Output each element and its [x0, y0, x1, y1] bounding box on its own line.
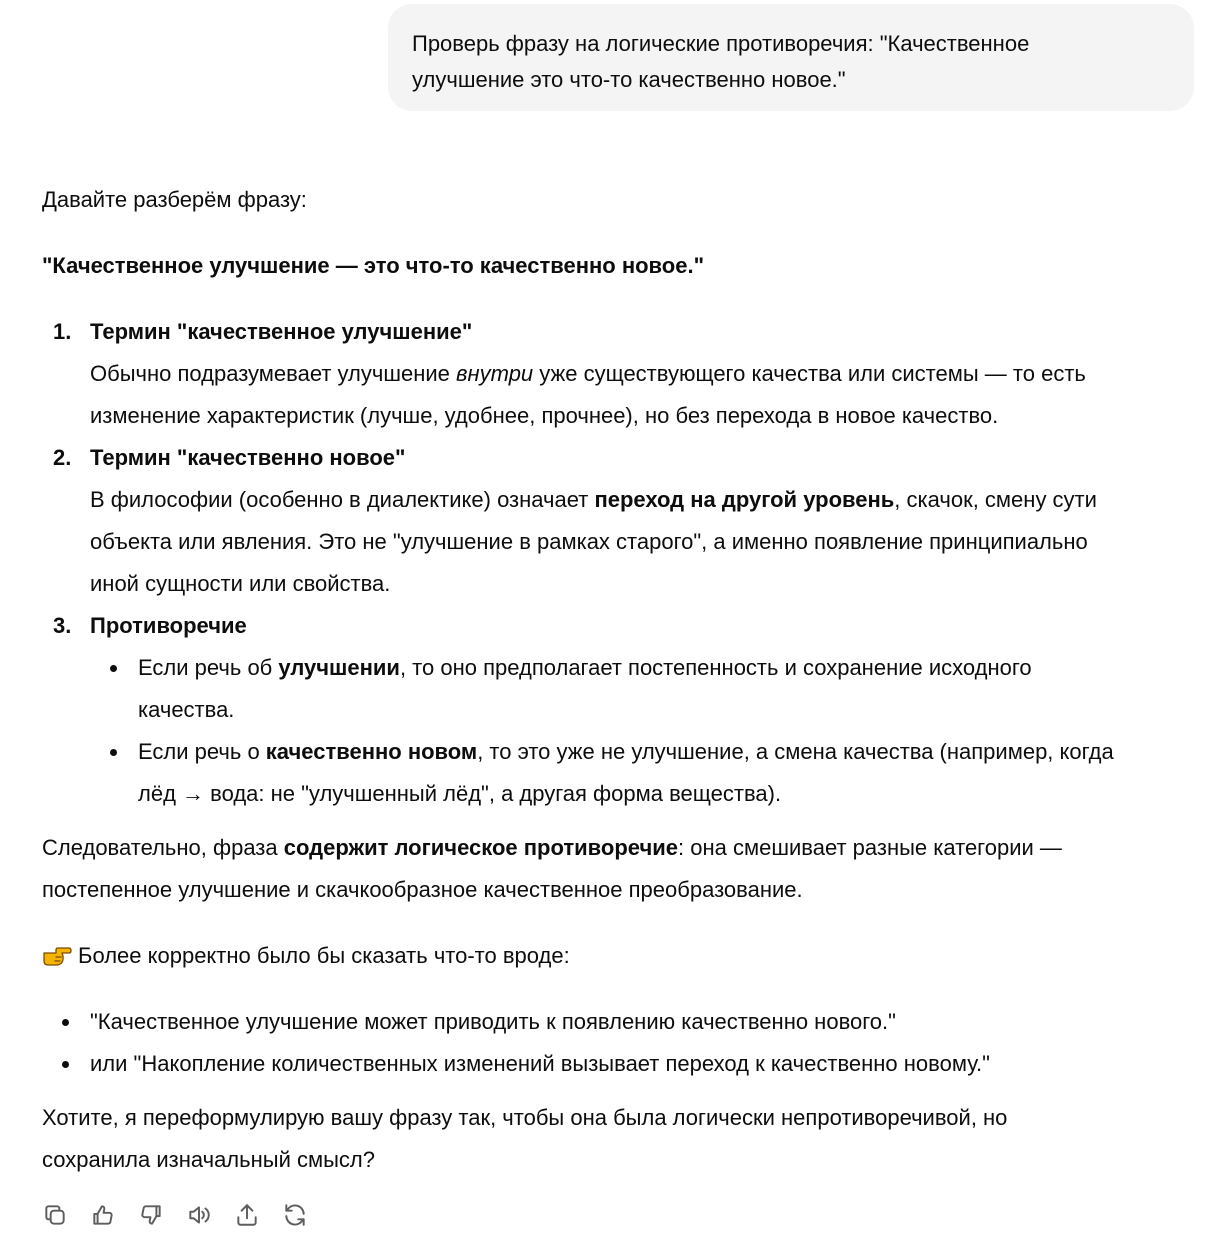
item-text: иной сущности или свойства. [90, 571, 391, 596]
item-number: 2. [53, 445, 72, 470]
list-item: Если речь об улучшении, то оно предполагает постепенность и сохранение исходного качества. [90, 647, 1192, 731]
copy-button[interactable] [42, 1200, 68, 1230]
regenerate-icon [282, 1202, 308, 1228]
conclusion: Следовательно, фраза содержит логическое противоречие: она смешивает разные категории — постепенное улучшение и скачкообразное качественное преобразование. [42, 835, 1062, 902]
examples-list [42, 1001, 1192, 1085]
item-text: объекта или явления. Это не "улучшение в рамках старого", а именно появление принципиально [90, 529, 1088, 554]
copy-icon [42, 1202, 68, 1228]
share-button[interactable] [234, 1200, 260, 1230]
thumbs-down-button[interactable] [138, 1200, 164, 1230]
read-aloud-button[interactable] [186, 1200, 212, 1230]
thumbs-up-button[interactable] [90, 1200, 116, 1230]
list-item: Если речь о качественно новом, то это уже не улучшение, а смена качества (например, когда лёд → вода: не "улучшенный лёд", а другая форма вещества). [90, 731, 1192, 815]
response-intro: Давайте разберём фразу: [42, 187, 307, 212]
user-message-line: улучшение это что-то качественно новое." [412, 67, 846, 92]
pointing-hand-icon [42, 945, 72, 967]
item-title: Термин "качественно новое" [90, 445, 406, 470]
response-quote: "Качественное улучшение — это что-то качественно новое." [42, 253, 705, 278]
numbered-item [42, 311, 1192, 437]
item-text: Обычно подразумевает улучшение внутри уже существующего качества или системы — то есть [90, 361, 1086, 386]
thumbs-down-icon [138, 1202, 164, 1228]
read-aloud-icon [186, 1202, 212, 1228]
suggestion-line [42, 935, 1192, 977]
item-text: В философии (особенно в диалектике) означает переход на другой уровень, скачок, смену сути [90, 487, 1097, 512]
user-message-bubble [388, 4, 1194, 111]
closing-question: Хотите, я переформулирую вашу фразу так, чтобы она была логически непротиворечивой, но сохранила изначальный смысл? [42, 1105, 1008, 1172]
item-title: Противоречие [90, 613, 247, 638]
regenerate-button[interactable] [282, 1200, 308, 1230]
bullet-list [90, 647, 1192, 815]
user-message-line: Проверь фразу на логические противоречия: "Качественное [412, 31, 1030, 56]
list-item: или "Накопление количественных изменений вызывает переход к качественно новому." [42, 1043, 1192, 1085]
item-text: изменение характеристик (лучше, удобнее, прочнее), но без перехода в новое качество. [90, 403, 999, 428]
share-icon [234, 1202, 260, 1228]
item-title: Термин "качественное улучшение" [90, 319, 473, 344]
message-actions [42, 1200, 308, 1232]
suggestion-text: Более корректно было бы сказать что-то вроде: [78, 943, 570, 968]
item-number: 3. [53, 613, 72, 638]
thumbs-up-icon [90, 1202, 116, 1228]
assistant-response [42, 179, 1192, 1181]
numbered-item [42, 605, 1192, 815]
list-item: "Качественное улучшение может приводить к появлению качественно нового." [42, 1001, 1192, 1043]
numbered-item [42, 437, 1192, 605]
item-number: 1. [53, 319, 72, 344]
